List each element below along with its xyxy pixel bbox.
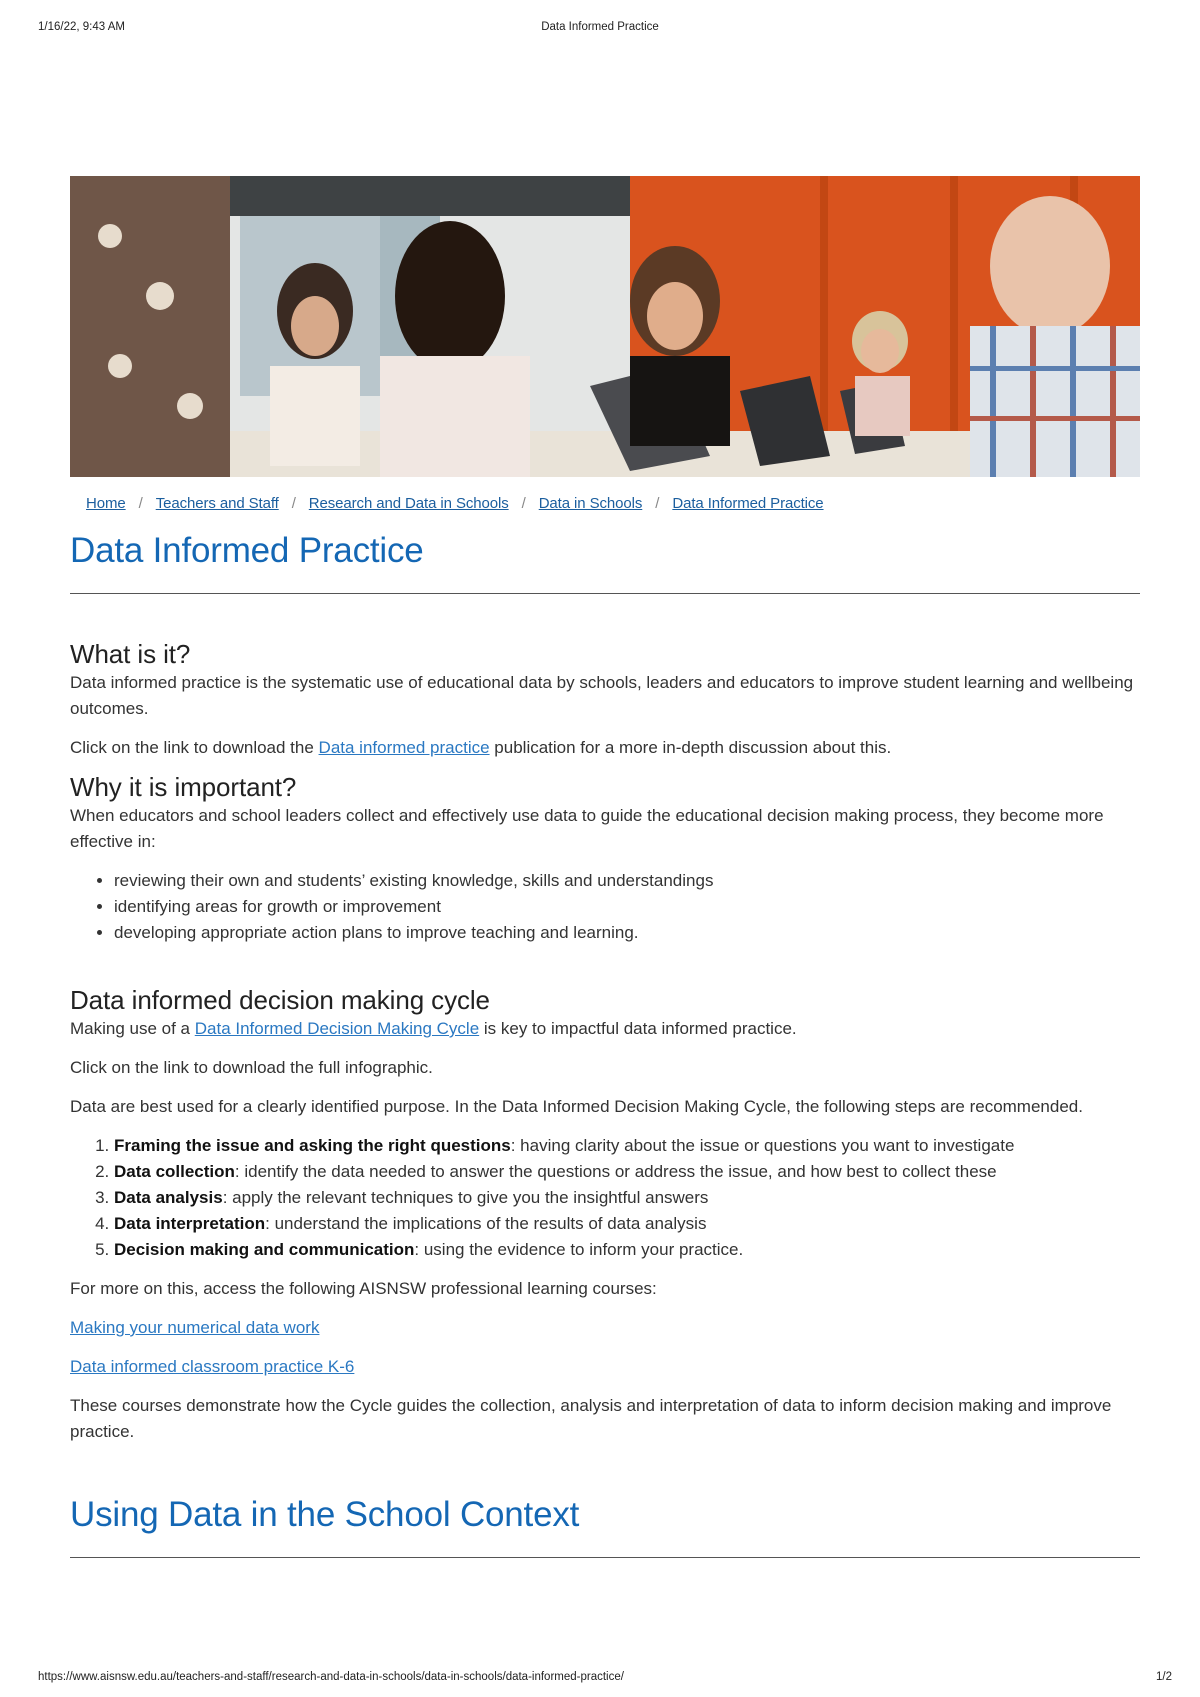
print-page-number: 1/2	[1156, 1671, 1172, 1683]
list-item	[114, 1237, 1140, 1263]
list-item	[114, 1185, 1140, 1211]
breadcrumb	[70, 491, 1140, 515]
print-header	[0, 21, 1200, 37]
breadcrumb-separator: /	[291, 494, 296, 512]
decision-making-cycle-link[interactable]: Data Informed Decision Making Cycle	[194, 1019, 480, 1038]
courses-intro: For more on this, access the following AISNSW professional learning courses:	[70, 1279, 657, 1298]
breadcrumb-teachers-and-staff[interactable]: Teachers and Staff	[155, 494, 279, 512]
breadcrumb-separator: /	[521, 494, 526, 512]
step-desc: : identify the data needed to answer the questions or address the issue, and how best to collect these	[234, 1162, 997, 1181]
title-divider	[70, 593, 1140, 594]
section-divider	[70, 1557, 1140, 1558]
step-term: Data interpretation	[114, 1214, 266, 1233]
cycle-steps-list	[70, 1133, 1140, 1263]
breadcrumb-research-and-data[interactable]: Research and Data in Schools	[308, 494, 509, 512]
list-item: • identifying areas for growth or improvement	[114, 894, 1140, 920]
list-item: • reviewing their own and students’ existing knowledge, skills and understandings	[114, 868, 1140, 894]
cycle-heading: Data informed decision making cycle	[70, 985, 490, 1015]
what-is-it-para: Data informed practice is the systematic use of educational data by schools, leaders and educators to improve student learning and wellbeing outcomes.	[70, 673, 1134, 718]
list-item	[114, 1159, 1140, 1185]
print-datetime: 1/16/22, 9:43 AM	[38, 21, 125, 33]
classroom-practice-course-link[interactable]: Data informed classroom practice K-6	[70, 1357, 355, 1376]
step-desc: : understand the implications of the results of data analysis	[265, 1214, 707, 1233]
courses-closing: These courses demonstrate how the Cycle guides the collection, analysis and interpretation of data to inform decision making and improve practice.	[70, 1396, 1112, 1441]
main-content	[70, 491, 1140, 1558]
publication-suffix: publication for a more in-depth discussion about this.	[489, 738, 892, 757]
breadcrumb-data-in-schools[interactable]: Data in Schools	[538, 494, 643, 512]
infographic-para: Click on the link to download the full infographic.	[70, 1058, 433, 1077]
benefits-list	[70, 868, 1140, 946]
page-title: Data Informed Practice	[70, 531, 424, 570]
step-term: Framing the issue and asking the right questions	[114, 1136, 511, 1155]
section-title-using-data: Using Data in the School Context	[70, 1495, 580, 1534]
breadcrumb-separator: /	[655, 494, 660, 512]
print-footer	[0, 1671, 1200, 1687]
print-url: https://www.aisnsw.edu.au/teachers-and-staff/research-and-data-in-schools/data-in-schools/data-informed-practice/	[38, 1671, 624, 1683]
what-is-it-heading: What is it?	[70, 639, 191, 669]
numerical-data-course-link[interactable]: Making your numerical data work	[70, 1318, 320, 1337]
step-term: Data analysis	[114, 1188, 223, 1207]
publication-prefix: Click on the link to download the	[70, 738, 319, 757]
course-link-para	[70, 1315, 1140, 1341]
list-item	[114, 1211, 1140, 1237]
hero-image	[70, 176, 1140, 477]
data-informed-practice-link[interactable]: Data informed practice	[318, 738, 490, 757]
breadcrumb-separator: /	[138, 494, 143, 512]
course-link-para	[70, 1354, 1140, 1380]
step-desc: : using the evidence to inform your practice.	[414, 1240, 744, 1259]
cycle-prefix: Making use of a	[70, 1019, 195, 1038]
cycle-intro-para	[70, 1016, 1140, 1042]
hero-photo-illustration	[70, 176, 1140, 477]
list-item	[114, 1133, 1140, 1159]
publication-link-para	[70, 735, 1140, 761]
print-title: Data Informed Practice	[541, 21, 659, 33]
step-desc: : apply the relevant techniques to give you the insightful answers	[222, 1188, 709, 1207]
step-term: Decision making and communication	[114, 1240, 415, 1259]
breadcrumb-home[interactable]: Home	[86, 494, 126, 512]
list-item: • developing appropriate action plans to improve teaching and learning.	[114, 920, 1140, 946]
step-term: Data collection	[114, 1162, 235, 1181]
cycle-suffix: is key to impactful data informed practice.	[479, 1019, 797, 1038]
step-desc: : having clarity about the issue or questions you want to investigate	[510, 1136, 1015, 1155]
breadcrumb-data-informed-practice[interactable]: Data Informed Practice	[672, 494, 824, 512]
why-important-heading: Why it is important?	[70, 772, 297, 802]
purpose-para: Data are best used for a clearly identified purpose. In the Data Informed Decision Making Cycle, the following steps are recommended.	[70, 1097, 1083, 1116]
why-important-intro: When educators and school leaders collect and effectively use data to guide the educational decision making process, they become more effective in:	[70, 806, 1104, 851]
